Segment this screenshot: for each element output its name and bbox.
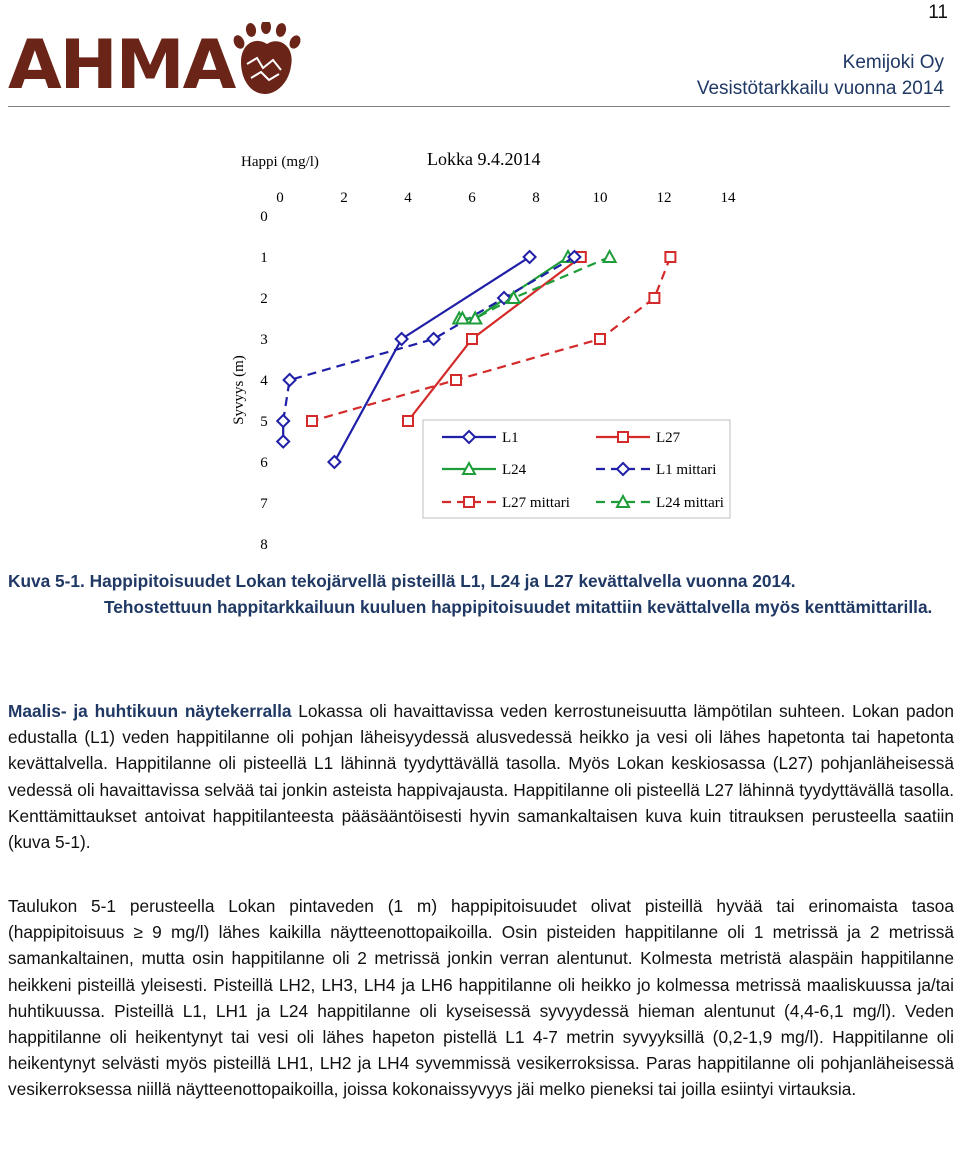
page-number: 11 — [928, 2, 948, 23]
y-tick-label: 3 — [260, 332, 268, 348]
data-point — [277, 436, 289, 448]
data-point — [277, 415, 289, 427]
oxygen-depth-chart — [0, 130, 960, 560]
legend-marker — [464, 497, 474, 507]
header-right — [697, 50, 944, 102]
report-title: Vesistötarkkailu vuonna 2014 — [696, 78, 944, 99]
paragraph-1-text: Lokassa oli havaittavissa veden kerrostuneisuutta lämpötilan suhteen. Lokan padon edustalla (L1) veden happitilanne oli pohjan läheisyydessä alusvedessä heikko ja vesi oli lähes hapetonta tai hapetonta kevättalvella. Happitilanne oli pisteellä L1 lähinnä tyydyttävällä tasolla. Myös Lokan keskiosassa (L27) pohjanläheisessä vedessä oli havaittavissa selvää tai jonkin asteista happivajausta. Happitilanne oli pisteellä L27 lähinnä tyydyttävällä tasolla. Kenttämittaukset antoivat happitilanteesta pääsääntöisesti hyvin samankaltaisen kuva kuin titrauksen perusteella saatiin (kuva 5-1). — [8, 701, 955, 853]
data-point — [665, 252, 675, 262]
x-tick-label: 12 — [656, 190, 672, 206]
y-tick-label: 5 — [260, 414, 268, 430]
series-l1-mittari — [277, 251, 580, 448]
ahma-logo — [8, 22, 298, 105]
data-point — [649, 293, 659, 303]
data-point — [595, 334, 605, 344]
logo-text: AHMA — [8, 26, 235, 105]
chart-xlabel: Happi (mg/l) — [241, 154, 319, 170]
y-tick-label: 4 — [260, 373, 268, 389]
data-point — [451, 375, 461, 385]
legend-label: L27 mittari — [502, 495, 570, 511]
series-line — [283, 257, 574, 442]
figure-caption — [8, 568, 952, 620]
data-point — [284, 374, 296, 386]
caption-label: Kuva 5-1. Happipitoisuudet Lokan tekojärvellä pisteillä L1, L24 ja L27 kevättalvella vuonna 2014. — [8, 571, 796, 591]
y-axis — [260, 209, 268, 553]
data-point — [403, 416, 413, 426]
paragraph-1-lead: Maalis- ja huhtikuun näytekerralla — [8, 701, 292, 721]
series-l24 — [453, 251, 574, 324]
data-point — [524, 251, 536, 263]
legend-label: L24 — [502, 462, 527, 478]
legend-label: L1 mittari — [656, 462, 717, 478]
legend-label: L1 — [502, 430, 519, 446]
series-line — [462, 257, 609, 319]
data-point — [604, 251, 616, 262]
legend-label: L27 — [656, 430, 681, 446]
company-name: Kemijoki Oy — [842, 52, 944, 73]
y-tick-label: 7 — [260, 496, 268, 512]
y-tick-label: 0 — [260, 209, 268, 225]
x-tick-label: 2 — [340, 190, 348, 206]
paragraph-1 — [8, 698, 954, 855]
chart-ylabel: Syvyys (m) — [231, 355, 247, 425]
data-point — [328, 456, 340, 468]
y-tick-label: 6 — [260, 455, 268, 471]
caption-continuation: Tehostettuun happitarkkailuun kuuluen happipitoisuudet mitattiin kevättalvella myös kenttämittarilla. — [104, 597, 933, 617]
x-tick-label: 0 — [276, 190, 284, 206]
y-tick-label: 2 — [260, 291, 268, 307]
chart-title: Lokka 9.4.2014 — [427, 149, 541, 169]
legend-marker — [618, 432, 628, 442]
x-tick-label: 14 — [720, 190, 736, 206]
x-tick-label: 6 — [468, 190, 476, 206]
legend-label: L24 mittari — [656, 495, 724, 511]
series-l27-mittari — [307, 252, 675, 426]
y-tick-label: 1 — [260, 250, 268, 266]
data-point — [467, 334, 477, 344]
x-tick-label: 10 — [592, 190, 608, 206]
data-point — [307, 416, 317, 426]
data-point — [428, 333, 440, 345]
chart-legend — [423, 420, 730, 518]
y-tick-label: 8 — [260, 537, 268, 553]
paragraph-2: Taulukon 5-1 perusteella Lokan pintaveden (1 m) happipitoisuudet olivat pisteillä hyvää tai erinomaista tasoa (happipitoisuus ≥ 9 mg/l) lähes kaikilla näytteenottopaikoilla. Osin pisteiden happitilanne oli 1 metrissä ja 2 metrissä samankaltainen, mutta osin happitilanne oli 2 metrissä jonkin verran alentunut. Kolmesta metristä alaspäin happitilanne heikkeni pisteillä yleisesti. Pisteillä LH2, LH3, LH4 ja LH6 happitilanne oli heikko jo kolmessa metrissä maaliskuussa ja/tai huhtikuussa. Pisteillä L1, LH1 ja L24 happitilanne oli kyseisessä syvyydessä hieman alentunut (4,4-6,1 mg/l). Veden happitilanne oli heikentynyt tai vesi oli lähes hapeton pistellä L1 4-7 metrin syvyyksillä (0,2-1,9 mg/l). Happitilanne oli heikentynyt selvästi myös pisteillä LH1, LH2 ja LH4 syvemmissä vesikerroksissa. Paras happitilanne oli pohjanläheisessä vesikerroksessa niillä näytteenottopaikoilla, joissa kokonaissyvyys jäi melko pieneksi tai joilla esiintyi virtauksia. — [8, 896, 954, 1100]
x-axis — [276, 190, 736, 206]
data-point — [396, 333, 408, 345]
x-tick-label: 8 — [532, 190, 540, 206]
x-tick-label: 4 — [404, 190, 412, 206]
header-divider — [8, 106, 950, 107]
paw-print-icon — [233, 22, 303, 100]
